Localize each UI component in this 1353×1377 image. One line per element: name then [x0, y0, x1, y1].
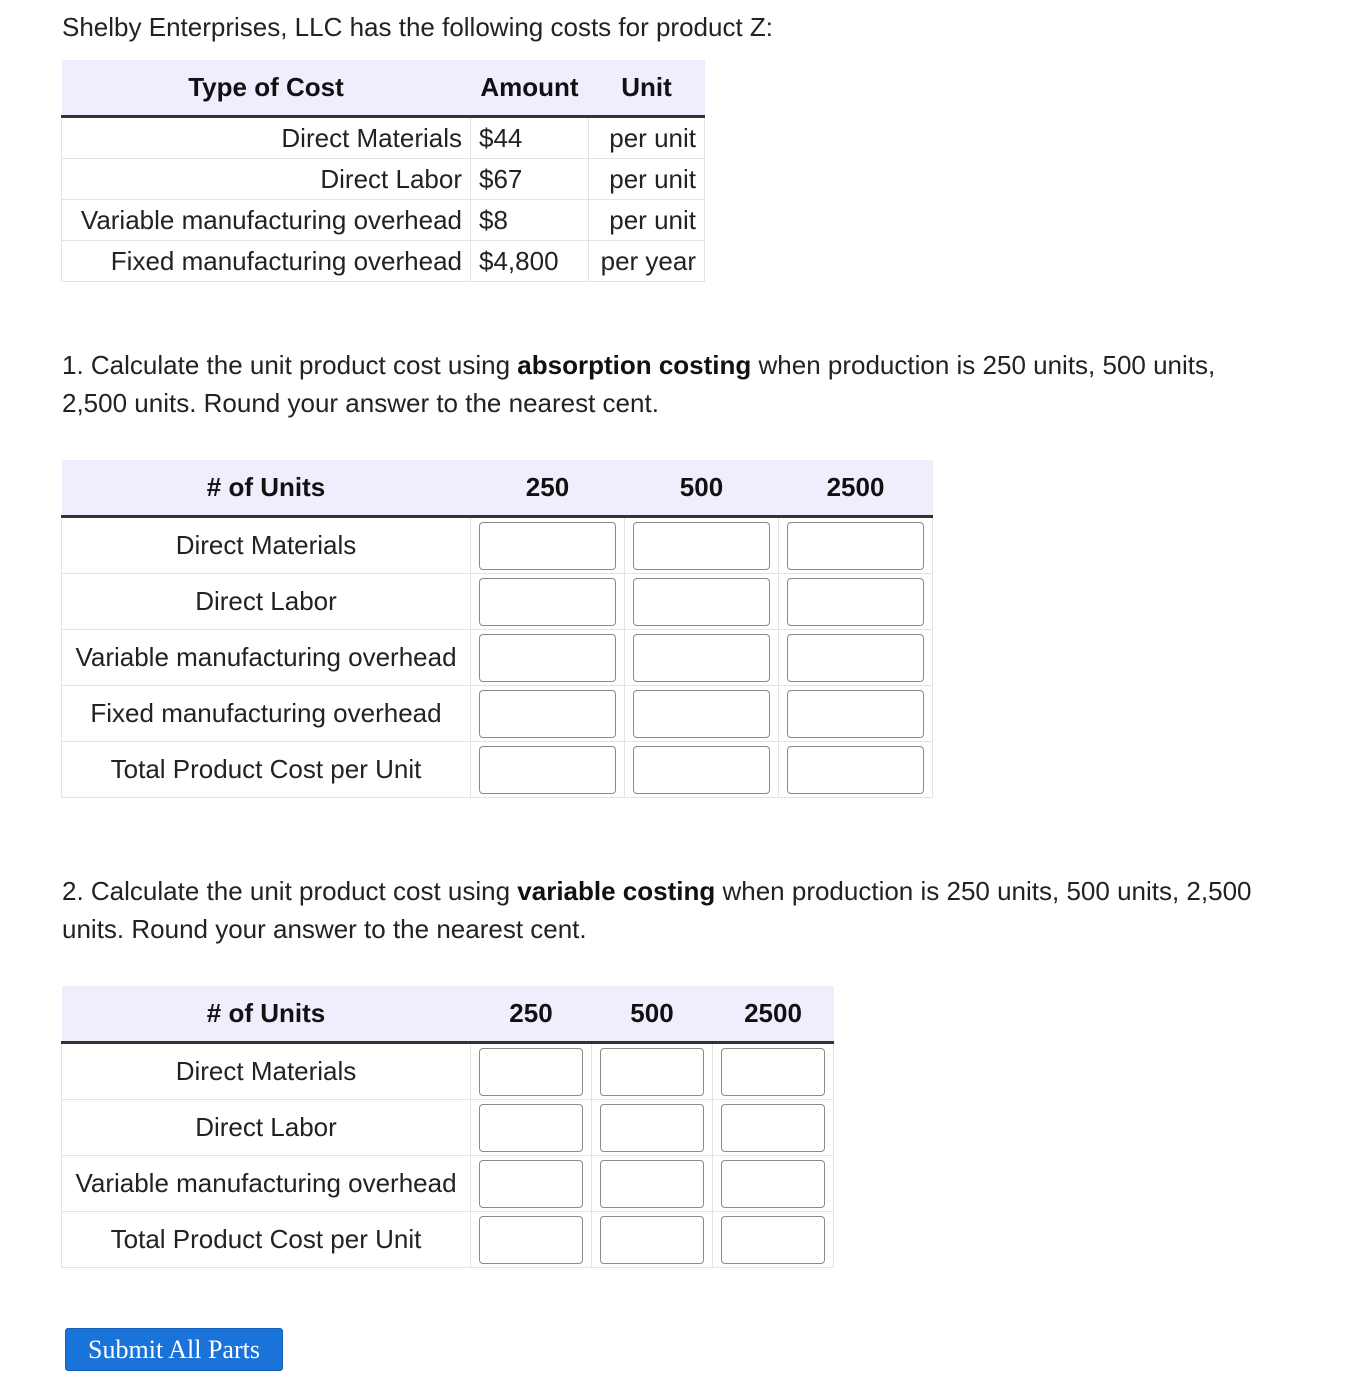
- cost-type: Direct Materials: [62, 117, 471, 159]
- header-type-of-cost: Type of Cost: [62, 60, 471, 117]
- absorption-costing-table: [61, 460, 933, 798]
- absorption-input-250[interactable]: [479, 690, 616, 738]
- table-row: [62, 117, 705, 159]
- cost-amount: $67: [471, 159, 589, 200]
- header-250: 250: [471, 986, 592, 1043]
- cost-table-header: [62, 60, 705, 117]
- question-1-suffix: when production is 250 units, 500 units, 2,500 units. Round your answer to the nearest cent.: [62, 350, 1216, 418]
- header-units: # of Units: [62, 460, 471, 517]
- input-cell: [625, 630, 779, 686]
- row-label: Direct Labor: [62, 1100, 471, 1156]
- absorption-input-500[interactable]: [633, 690, 770, 738]
- row-label: Variable manufacturing overhead: [62, 630, 471, 686]
- table-row: [62, 574, 933, 630]
- cost-amount: $4,800: [471, 241, 589, 282]
- input-cell: [471, 574, 625, 630]
- input-cell: [471, 1156, 592, 1212]
- input-cell: [592, 1043, 713, 1100]
- table-row: [62, 686, 933, 742]
- input-cell: [779, 630, 933, 686]
- table-row: [62, 1212, 834, 1268]
- cost-table: [61, 60, 705, 282]
- cost-type: Direct Labor: [62, 159, 471, 200]
- row-label: Direct Materials: [62, 517, 471, 574]
- variable-input-500[interactable]: [600, 1160, 704, 1208]
- variable-header-row: [62, 986, 834, 1043]
- header-unit: Unit: [589, 60, 705, 117]
- absorption-input-2500[interactable]: [787, 634, 924, 682]
- table-row: [62, 630, 933, 686]
- input-cell: [713, 1043, 834, 1100]
- header-250: 250: [471, 460, 625, 517]
- input-cell: [713, 1100, 834, 1156]
- question-1-prefix: 1. Calculate the unit product cost using: [62, 350, 518, 380]
- input-cell: [779, 517, 933, 574]
- input-cell: [592, 1156, 713, 1212]
- row-label: Variable manufacturing overhead: [62, 1156, 471, 1212]
- input-cell: [625, 517, 779, 574]
- header-units: # of Units: [62, 986, 471, 1043]
- absorption-input-2500[interactable]: [787, 522, 924, 570]
- cost-amount: $44: [471, 117, 589, 159]
- table-row: [62, 1043, 834, 1100]
- input-cell: [471, 1043, 592, 1100]
- absorption-input-2500[interactable]: [787, 578, 924, 626]
- cost-unit: per year: [589, 241, 705, 282]
- row-label: Direct Materials: [62, 1043, 471, 1100]
- table-row: [62, 159, 705, 200]
- table-row: [62, 1100, 834, 1156]
- absorption-input-250[interactable]: [479, 634, 616, 682]
- header-500: 500: [625, 460, 779, 517]
- question-1: [62, 346, 1262, 422]
- input-cell: [471, 517, 625, 574]
- cost-type: Variable manufacturing overhead: [62, 200, 471, 241]
- header-2500: 2500: [779, 460, 933, 517]
- variable-input-250[interactable]: [479, 1048, 583, 1096]
- absorption-header-row: [62, 460, 933, 517]
- absorption-input-250[interactable]: [479, 578, 616, 626]
- absorption-input-2500[interactable]: [787, 690, 924, 738]
- variable-input-2500[interactable]: [721, 1104, 825, 1152]
- input-cell: [713, 1212, 834, 1268]
- input-cell: [592, 1100, 713, 1156]
- input-cell: [779, 686, 933, 742]
- input-cell: [713, 1156, 834, 1212]
- input-cell: [779, 742, 933, 798]
- input-cell: [625, 686, 779, 742]
- variable-input-250[interactable]: [479, 1160, 583, 1208]
- variable-input-2500[interactable]: [721, 1048, 825, 1096]
- intro-text: Shelby Enterprises, LLC has the following costs for product Z:: [62, 12, 774, 42]
- input-cell: [471, 1212, 592, 1268]
- input-cell: [471, 742, 625, 798]
- question-1-bold: absorption costing: [517, 350, 752, 380]
- cost-unit: per unit: [589, 200, 705, 241]
- variable-input-500[interactable]: [600, 1104, 704, 1152]
- table-row: [62, 200, 705, 241]
- table-row: [62, 241, 705, 282]
- row-label: Fixed manufacturing overhead: [62, 686, 471, 742]
- cost-amount: $8: [471, 200, 589, 241]
- variable-input-250[interactable]: [479, 1104, 583, 1152]
- cost-unit: per unit: [589, 159, 705, 200]
- variable-input-500[interactable]: [600, 1048, 704, 1096]
- variable-input-500[interactable]: [600, 1216, 704, 1264]
- question-2-prefix: 2. Calculate the unit product cost using: [62, 876, 518, 906]
- row-label: Total Product Cost per Unit: [62, 1212, 471, 1268]
- row-label: Total Product Cost per Unit: [62, 742, 471, 798]
- header-2500: 2500: [713, 986, 834, 1043]
- row-label: Direct Labor: [62, 574, 471, 630]
- input-cell: [625, 574, 779, 630]
- variable-input-2500[interactable]: [721, 1160, 825, 1208]
- absorption-input-500[interactable]: [633, 522, 770, 570]
- variable-input-250[interactable]: [479, 1216, 583, 1264]
- input-cell: [625, 742, 779, 798]
- absorption-input-500[interactable]: [633, 746, 770, 794]
- absorption-input-250[interactable]: [479, 522, 616, 570]
- absorption-input-500[interactable]: [633, 578, 770, 626]
- question-2: [62, 872, 1262, 948]
- input-cell: [471, 1100, 592, 1156]
- header-amount: Amount: [471, 60, 589, 117]
- submit-all-parts-button[interactable]: Submit All Parts: [65, 1328, 283, 1371]
- input-cell: [592, 1212, 713, 1268]
- table-row: [62, 742, 933, 798]
- header-500: 500: [592, 986, 713, 1043]
- input-cell: [471, 630, 625, 686]
- input-cell: [779, 574, 933, 630]
- variable-costing-table: [61, 986, 834, 1268]
- absorption-input-500[interactable]: [633, 634, 770, 682]
- cost-unit: per unit: [589, 117, 705, 159]
- table-row: [62, 517, 933, 574]
- absorption-input-250[interactable]: [479, 746, 616, 794]
- question-2-suffix: when production is 250 units, 500 units, 2,500 units. Round your answer to the nearest cent.: [62, 876, 1252, 944]
- input-cell: [471, 686, 625, 742]
- table-row: [62, 1156, 834, 1212]
- variable-input-2500[interactable]: [721, 1216, 825, 1264]
- absorption-input-2500[interactable]: [787, 746, 924, 794]
- cost-type: Fixed manufacturing overhead: [62, 241, 471, 282]
- question-2-bold: variable costing: [517, 876, 716, 906]
